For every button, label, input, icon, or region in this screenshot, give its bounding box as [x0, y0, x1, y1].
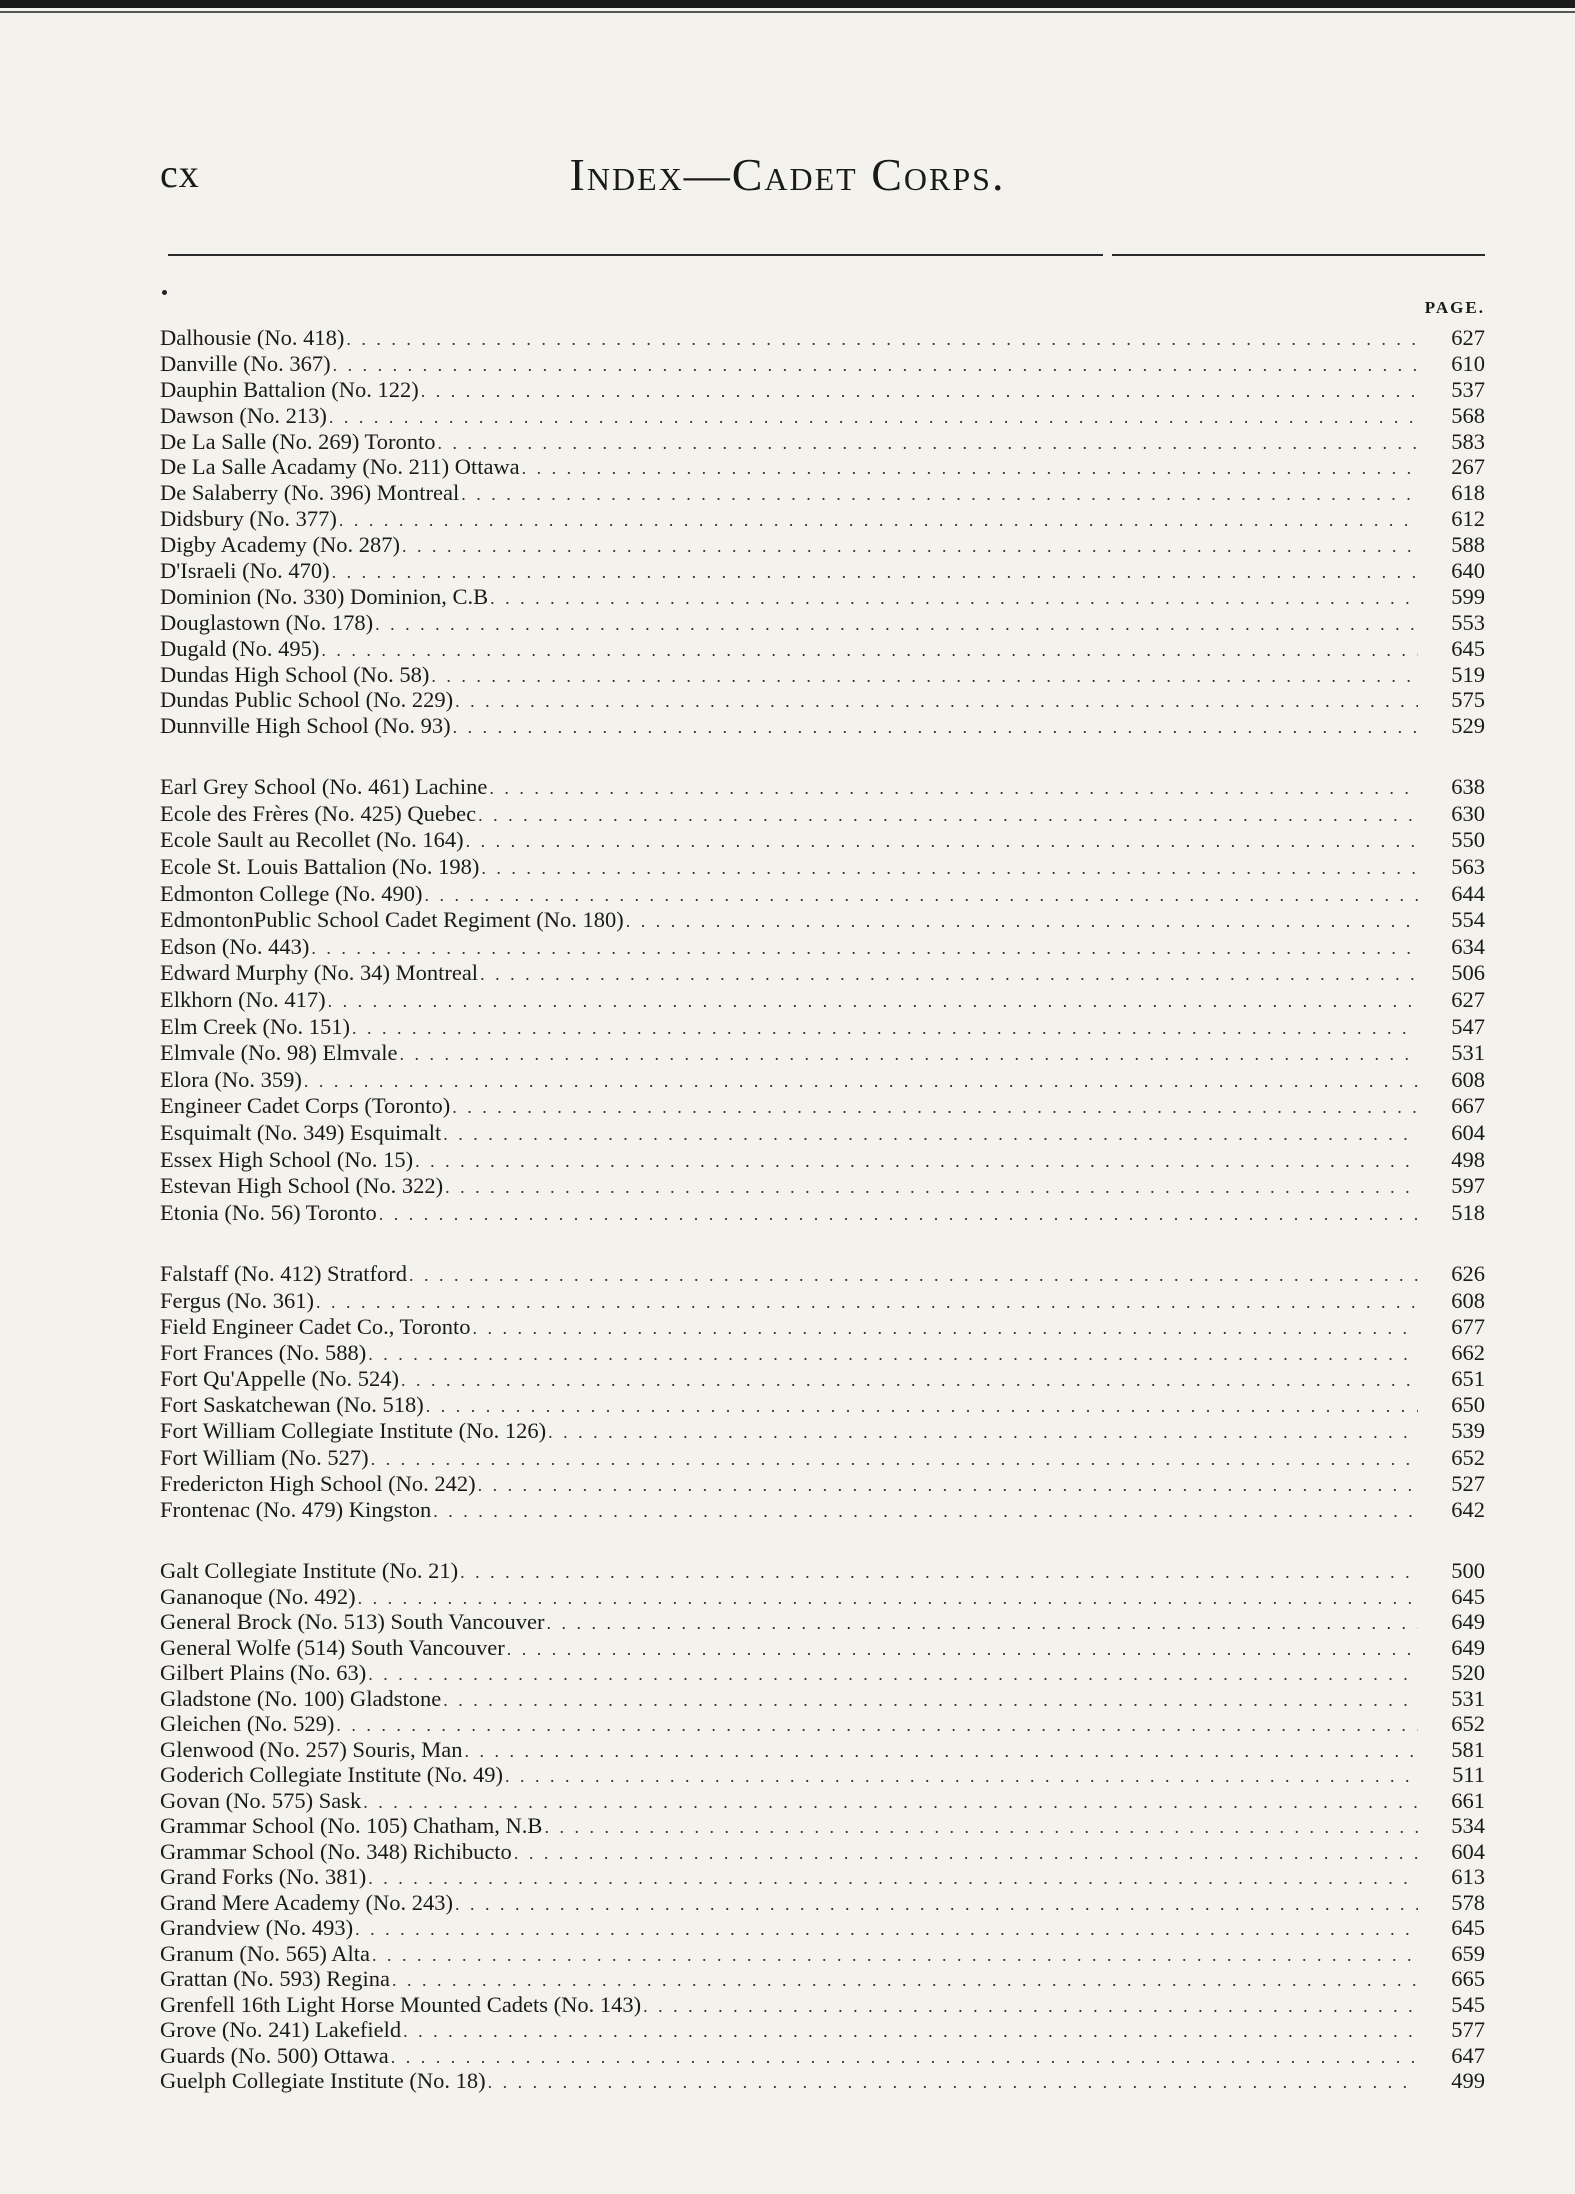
dot-leader [472, 1315, 1418, 1341]
dot-leader [547, 1611, 1419, 1637]
dot-leader [433, 1498, 1418, 1524]
index-entry [160, 1040, 1485, 1067]
dot-leader [333, 353, 1418, 379]
entry-page-number: 649 [1451, 1609, 1485, 1635]
entry-page-number: 511 [1452, 1762, 1485, 1788]
dot-leader [424, 882, 1418, 909]
entry-name: Frontenac (No. 479) Kingston [160, 1497, 432, 1523]
entry-page-number: 588 [1451, 532, 1485, 558]
entry-name: Danville (No. 367) [160, 350, 331, 376]
entry-page-number: 608 [1451, 1287, 1485, 1313]
entry-page-number: 647 [1451, 2042, 1485, 2068]
index-entry [160, 662, 1485, 688]
index-entry [160, 1418, 1485, 1444]
index-entry [160, 1093, 1485, 1120]
index-entry [160, 636, 1485, 662]
page-column-label: PAGE. [1424, 298, 1485, 317]
entry-page-number: 547 [1451, 1013, 1485, 1039]
entry-name: Fredericton High School (No. 242) [160, 1470, 476, 1496]
dot-leader [346, 327, 1418, 353]
entry-page-number: 539 [1451, 1418, 1485, 1444]
entry-name: General Wolfe (514) South Vancouver [160, 1634, 505, 1660]
entry-page-number: 518 [1451, 1199, 1485, 1225]
entry-name: Grand Forks (No. 381) [160, 1864, 367, 1890]
entry-name: De La Salle Acadamy (No. 211) Ottawa [160, 454, 520, 480]
dot-leader [626, 908, 1418, 935]
entry-name: Grandview (No. 493) [160, 1915, 354, 1941]
dot-leader [332, 560, 1418, 586]
entry-name: Dundas Public School (No. 229) [160, 687, 454, 713]
index-entry [160, 687, 1485, 713]
dot-leader [403, 2019, 1418, 2045]
entry-page-number: 662 [1451, 1339, 1485, 1365]
dot-leader [321, 638, 1418, 664]
index-entry [160, 907, 1485, 934]
entry-page-number: 568 [1451, 402, 1485, 428]
index-list [160, 325, 1485, 2129]
entry-name: Elmvale (No. 98) Elmvale [160, 1040, 398, 1066]
entry-page-number: 642 [1451, 1497, 1485, 1523]
index-entry [160, 1288, 1485, 1314]
index-entry [160, 1609, 1485, 1635]
entry-page-number: 638 [1451, 774, 1485, 800]
entry-name: Dawson (No. 213) [160, 402, 327, 428]
dot-leader [368, 1341, 1418, 1367]
dot-leader [489, 775, 1418, 802]
entry-name: Goderich Collegiate Institute (No. 49) [160, 1762, 504, 1788]
dot-leader [431, 664, 1418, 690]
dot-leader [426, 1393, 1418, 1419]
index-entry [160, 854, 1485, 881]
index-entry [160, 1992, 1485, 2018]
index-entry [160, 1173, 1485, 1200]
dot-leader [437, 431, 1418, 457]
dot-leader [358, 1586, 1418, 1612]
index-group-d [160, 325, 1485, 739]
entry-page-number: 506 [1451, 960, 1485, 986]
index-entry [160, 1584, 1485, 1610]
dot-leader [371, 1446, 1418, 1472]
entry-name: Dunnville High School (No. 93) [160, 713, 451, 739]
dot-leader [304, 1068, 1418, 1095]
dot-leader [401, 1367, 1418, 1393]
entry-page-number: 499 [1451, 2068, 1485, 2094]
dot-leader [392, 1968, 1418, 1994]
index-entry [160, 1147, 1485, 1174]
entry-page-number: 500 [1451, 1558, 1485, 1584]
dot-leader [352, 1015, 1418, 1042]
entry-name: Field Engineer Cadet Co., Toronto [160, 1313, 471, 1339]
index-entry [160, 934, 1485, 961]
entry-page-number: 626 [1451, 1261, 1485, 1287]
entry-page-number: 627 [1451, 325, 1485, 350]
entry-page-number: 575 [1451, 687, 1485, 713]
entry-name: Fort Qu'Appelle (No. 524) [160, 1366, 400, 1392]
entry-page-number: 597 [1451, 1173, 1485, 1199]
entry-page-number: 661 [1451, 1787, 1485, 1813]
dot-leader [443, 1121, 1418, 1148]
entry-name: General Brock (No. 513) South Vancouver [160, 1609, 545, 1635]
entry-name: Grenfell 16th Light Horse Mounted Cadets (No. 143) [160, 1991, 642, 2017]
index-entry [160, 2043, 1485, 2069]
entry-name: Fort William (No. 527) [160, 1444, 369, 1470]
entry-name: Dauphin Battalion (No. 122) [160, 376, 419, 402]
dot-leader [548, 1419, 1418, 1445]
entry-name: De Salaberry (No. 396) Montreal [160, 480, 460, 506]
entry-page-number: 553 [1451, 609, 1485, 635]
index-entry [160, 1445, 1485, 1471]
page-number: cx [160, 151, 200, 196]
entry-page-number: 563 [1451, 854, 1485, 880]
entry-page-number: 519 [1451, 661, 1485, 687]
index-entry [160, 1635, 1485, 1661]
index-entry [160, 1839, 1485, 1865]
index-entry [160, 1660, 1485, 1686]
dot-leader [339, 508, 1418, 534]
dot-leader [478, 802, 1418, 829]
index-entry [160, 1737, 1485, 1763]
entry-name: Earl Grey School (No. 461) Lachine [160, 774, 488, 800]
dot-leader [368, 1662, 1418, 1688]
index-entry [160, 1864, 1485, 1890]
entry-name: Grattan (No. 593) Regina [160, 1966, 390, 1992]
entry-name: Gilbert Plains (No. 63) [160, 1660, 367, 1686]
dot-leader [379, 1201, 1418, 1228]
dot-leader [453, 715, 1418, 741]
header-rule-left [168, 254, 1103, 256]
index-entry [160, 1558, 1485, 1584]
entry-page-number: 608 [1451, 1066, 1485, 1092]
entry-page-number: 577 [1451, 2017, 1485, 2043]
index-entry [160, 1120, 1485, 1147]
entry-page-number: 529 [1451, 713, 1485, 739]
entry-name: Falstaff (No. 412) Stratford [160, 1261, 408, 1287]
index-entry [160, 1497, 1485, 1523]
dot-leader [409, 1262, 1418, 1288]
entry-page-number: 537 [1451, 376, 1485, 402]
dot-leader [544, 1815, 1418, 1841]
index-entry [160, 584, 1485, 610]
entry-name: Dugald (No. 495) [160, 635, 320, 661]
entry-page-number: 645 [1451, 635, 1485, 661]
dot-leader [452, 1094, 1418, 1121]
entry-name: Govan (No. 575) Sask [160, 1787, 362, 1813]
index-entry [160, 1340, 1485, 1366]
dot-leader [481, 855, 1418, 882]
dot-leader [328, 988, 1418, 1015]
dot-leader [461, 482, 1418, 508]
entry-name: Dundas High School (No. 58) [160, 661, 430, 687]
dot-leader [507, 1637, 1418, 1663]
dot-leader [421, 379, 1418, 405]
dot-leader [368, 1866, 1418, 1892]
entry-page-number: 644 [1451, 880, 1485, 906]
entry-name: Fort William Collegiate Institute (No. 126) [160, 1418, 547, 1444]
entry-name: Elora (No. 359) [160, 1066, 302, 1092]
entry-page-number: 630 [1451, 800, 1485, 826]
entry-name: Ecole St. Louis Battalion (No. 198) [160, 854, 480, 880]
stray-mark [162, 290, 167, 295]
page-top-edge [0, 0, 1575, 8]
index-entry [160, 1890, 1485, 1916]
dot-leader [329, 405, 1418, 431]
index-entry [160, 960, 1485, 987]
entry-page-number: 645 [1451, 1583, 1485, 1609]
entry-name: EdmontonPublic School Cadet Regiment (No. 180) [160, 907, 624, 933]
entry-page-number: 640 [1451, 558, 1485, 584]
dot-leader [522, 456, 1418, 482]
index-entry [160, 610, 1485, 636]
entry-name: Edward Murphy (No. 34) Montreal [160, 960, 479, 986]
entry-name: Gleichen (No. 529) [160, 1711, 335, 1737]
index-entry [160, 1788, 1485, 1814]
entry-name: Guards (No. 500) Ottawa [160, 2042, 389, 2068]
dot-leader [311, 935, 1418, 962]
entry-name: Edmonton College (No. 490) [160, 880, 423, 906]
dot-leader [402, 534, 1418, 560]
entry-page-number: 613 [1451, 1864, 1485, 1890]
entry-name: Estevan High School (No. 322) [160, 1173, 444, 1199]
dot-leader [466, 828, 1418, 855]
index-entry [160, 377, 1485, 403]
page-top-edge-shadow [0, 11, 1575, 13]
entry-name: Essex High School (No. 15) [160, 1146, 414, 1172]
entry-page-number: 581 [1451, 1736, 1485, 1762]
entry-page-number: 520 [1451, 1660, 1485, 1686]
entry-name: De La Salle (No. 269) Toronto [160, 428, 436, 454]
dot-leader [363, 1790, 1418, 1816]
entry-page-number: 618 [1451, 480, 1485, 506]
index-group-e [160, 774, 1485, 1226]
dot-leader [505, 1764, 1418, 1790]
entry-page-number: 534 [1451, 1813, 1485, 1839]
entry-page-number: 627 [1451, 987, 1485, 1012]
entry-name: Galt Collegiate Institute (No. 21) [160, 1558, 459, 1584]
entry-name: Elm Creek (No. 151) [160, 1013, 350, 1039]
index-entry [160, 1915, 1485, 1941]
entry-page-number: 645 [1451, 1915, 1485, 1941]
page-title: Index—Cadet Corps. [569, 149, 1006, 200]
entry-name: D'Israeli (No. 470) [160, 558, 330, 584]
entry-page-number: 604 [1451, 1838, 1485, 1864]
index-entry [160, 774, 1485, 801]
index-entry [160, 1366, 1485, 1392]
entry-name: Glenwood (No. 257) Souris, Man [160, 1736, 463, 1762]
entry-name: Guelph Collegiate Institute (No. 18) [160, 2068, 486, 2094]
index-entry [160, 881, 1485, 908]
dot-leader [488, 2070, 1418, 2096]
entry-name: Grove (No. 241) Lakefield [160, 2017, 402, 2043]
entry-name: Dominion (No. 330) Dominion, C.B [160, 583, 489, 609]
entry-page-number: 612 [1451, 506, 1485, 532]
index-entry [160, 506, 1485, 532]
index-entry [160, 325, 1485, 351]
index-entry [160, 1261, 1485, 1287]
dot-leader [415, 1148, 1418, 1175]
entry-name: Ecole Sault au Recollet (No. 164) [160, 827, 464, 853]
dot-leader [514, 1841, 1418, 1867]
entry-page-number: 649 [1451, 1634, 1485, 1660]
index-entry [160, 403, 1485, 429]
entry-name: Gladstone (No. 100) Gladstone [160, 1685, 442, 1711]
entry-name: Edson (No. 443) [160, 933, 310, 959]
entry-page-number: 652 [1451, 1444, 1485, 1470]
entry-page-number: 659 [1451, 1940, 1485, 1966]
entry-name: Gananoque (No. 492) [160, 1583, 356, 1609]
dot-leader [460, 1560, 1418, 1586]
index-entry [160, 532, 1485, 558]
index-group-g [160, 1558, 1485, 2094]
index-entry [160, 1392, 1485, 1418]
entry-page-number: 267 [1451, 454, 1485, 480]
entry-name: Elkhorn (No. 417) [160, 987, 326, 1012]
index-entry [160, 1941, 1485, 1967]
index-entry [160, 1200, 1485, 1227]
entry-page-number: 554 [1451, 907, 1485, 933]
entry-name: Etonia (No. 56) Toronto [160, 1199, 377, 1225]
dot-leader [445, 1174, 1418, 1201]
index-entry [160, 1067, 1485, 1094]
index-entry [160, 454, 1485, 480]
entry-page-number: 550 [1451, 827, 1485, 853]
dot-leader [375, 612, 1418, 638]
entry-name: Douglastown (No. 178) [160, 609, 374, 635]
index-entry [160, 1471, 1485, 1497]
index-entry [160, 429, 1485, 455]
entry-name: Grand Mere Academy (No. 243) [160, 1889, 454, 1915]
entry-page-number: 498 [1451, 1146, 1485, 1172]
entry-name: Dalhousie (No. 418) [160, 325, 345, 350]
entry-name: Didsbury (No. 377) [160, 506, 337, 532]
entry-page-number: 545 [1451, 1991, 1485, 2017]
entry-page-number: 583 [1451, 428, 1485, 454]
entry-page-number: 634 [1451, 933, 1485, 959]
entry-name: Fergus (No. 361) [160, 1287, 314, 1313]
index-entry [160, 1711, 1485, 1737]
entry-page-number: 677 [1451, 1313, 1485, 1339]
dot-leader [372, 1943, 1418, 1969]
entry-page-number: 650 [1451, 1392, 1485, 1418]
entry-name: Grammar School (No. 105) Chatham, N.B [160, 1813, 543, 1839]
header-rule-right [1112, 254, 1485, 256]
index-group-f [160, 1261, 1485, 1523]
entry-name: Grammar School (No. 348) Richibucto [160, 1838, 512, 1864]
entry-page-number: 610 [1451, 350, 1485, 376]
index-entry [160, 558, 1485, 584]
dot-leader [399, 1041, 1418, 1068]
entry-name: Engineer Cadet Corps (Toronto) [160, 1093, 451, 1119]
index-entry [160, 1314, 1485, 1340]
entry-name: Granum (No. 565) Alta [160, 1940, 370, 1966]
index-entry [160, 1686, 1485, 1712]
dot-leader [355, 1917, 1418, 1943]
entry-page-number: 667 [1451, 1093, 1485, 1119]
index-entry [160, 2017, 1485, 2043]
index-entry [160, 987, 1485, 1014]
index-entry [160, 801, 1485, 828]
index-entry [160, 2068, 1485, 2094]
dot-leader [643, 1994, 1418, 2020]
entry-page-number: 531 [1451, 1685, 1485, 1711]
entry-name: Digby Academy (No. 287) [160, 532, 400, 558]
entry-name: Fort Frances (No. 588) [160, 1339, 367, 1365]
dot-leader [316, 1289, 1418, 1315]
dot-leader [480, 961, 1418, 988]
entry-page-number: 665 [1451, 1966, 1485, 1992]
dot-leader [455, 689, 1418, 715]
entry-name: Ecole des Frères (No. 425) Quebec [160, 800, 477, 826]
entry-page-number: 599 [1451, 583, 1485, 609]
index-entry [160, 351, 1485, 377]
dot-leader [455, 1892, 1418, 1918]
index-entry [160, 1966, 1485, 1992]
entry-page-number: 578 [1451, 1889, 1485, 1915]
index-entry [160, 480, 1485, 506]
index-entry [160, 827, 1485, 854]
entry-page-number: 651 [1451, 1366, 1485, 1392]
entry-page-number: 652 [1451, 1711, 1485, 1737]
dot-leader [490, 586, 1418, 612]
entry-page-number: 531 [1451, 1040, 1485, 1066]
dot-leader [391, 2045, 1418, 2071]
entry-page-number: 527 [1451, 1470, 1485, 1496]
index-entry [160, 1014, 1485, 1041]
index-entry [160, 713, 1485, 739]
dot-leader [464, 1739, 1418, 1765]
index-entry [160, 1762, 1485, 1788]
entry-name: Esquimalt (No. 349) Esquimalt [160, 1119, 442, 1145]
dot-leader [478, 1472, 1418, 1498]
entry-page-number: 604 [1451, 1119, 1485, 1145]
index-entry [160, 1813, 1485, 1839]
dot-leader [336, 1713, 1418, 1739]
entry-name: Fort Saskatchewan (No. 518) [160, 1392, 424, 1418]
dot-leader [443, 1688, 1418, 1714]
